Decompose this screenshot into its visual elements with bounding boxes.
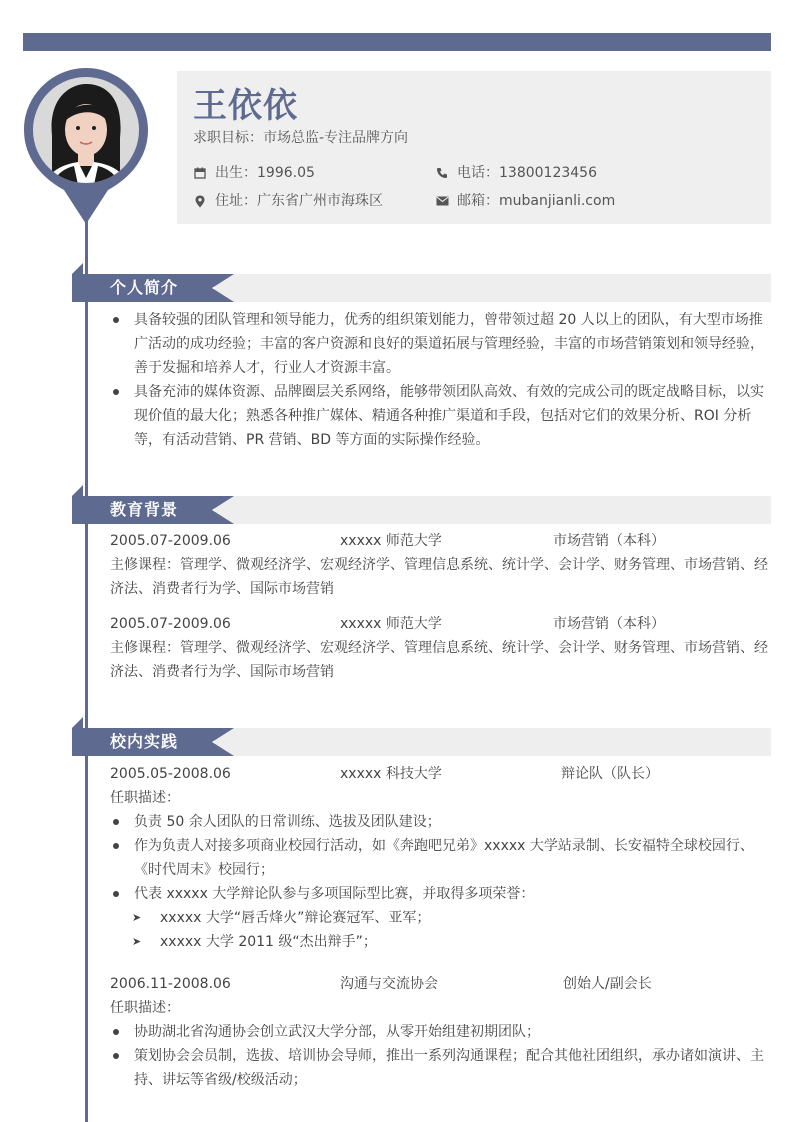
section-notch: [72, 717, 83, 728]
phone-icon: [435, 166, 449, 180]
edu-courses: 主修课程：管理学、微观经济学、宏观经济学、管理信息系统、统计学、会计学、财务管理、市场营销、经济法、消费者行为学、国际市场营销: [110, 557, 768, 597]
practice-role: 辩论队（队长）: [561, 766, 659, 782]
edu-major: 市场营销（本科）: [553, 533, 665, 549]
section-bar-education: [215, 496, 771, 524]
edu-major: 市场营销（本科）: [553, 616, 665, 632]
location-icon: [193, 194, 207, 208]
section-bar-practice: [215, 728, 771, 756]
profile-item: 具备充沛的媒体资源、品牌圈层关系网络，能够带领团队高效、有效的完成公司的既定战略目标，以实现价值的最大化；熟悉各种推广媒体、精通各种推广渠道和手段，包括对它们的效果分析、ROI 分析等，有活动营销、PR 营销、BD 等方面的实际操作经验。: [110, 380, 770, 452]
candidate-name: 王依依: [193, 86, 298, 126]
email-text: 邮箱：mubanjianli.com: [457, 193, 616, 209]
phone-text: 电话：13800123456: [457, 165, 597, 181]
practice-org: 沟通与交流协会: [340, 976, 438, 992]
avatar: [22, 66, 150, 226]
edu-school: xxxxx 师范大学: [340, 533, 442, 549]
section-title-practice: [72, 728, 234, 756]
mail-icon: [435, 194, 449, 208]
section-notch: [72, 263, 83, 274]
practice-org: xxxxx 科技大学: [340, 766, 442, 782]
edu-period: 2005.07-2009.06: [110, 616, 231, 632]
phone-info: [435, 164, 597, 182]
job-objective: 求职目标：市场总监-专注品牌方向: [193, 130, 409, 146]
practice-desc-label: 任职描述：: [110, 1000, 180, 1016]
practice-subitem: ➤ xxxxx 大学 2011 级“杰出辩手”；: [132, 930, 377, 954]
practice-item: 策划协会会员制，选拔、培训协会导师，推出一系列沟通课程；配合其他社团组织，承办诸如演讲、主持、讲坛等省级/校级活动；: [110, 1044, 770, 1092]
practice-role: 创始人/副会长: [563, 976, 652, 992]
practice-item: 代表 xxxxx 大学辩论队参与多项国际型比赛，并取得多项荣誉：: [110, 882, 770, 906]
section-title-text: 教育背景: [110, 500, 179, 519]
profile-item: 具备较强的团队管理和领导能力，优秀的组织策划能力，曾带领过超 20 人以上的团队，有大型市场推广活动的成功经验；丰富的客户资源和良好的渠道拓展与管理经验，丰富的市场营销策划和领导经验，善于发掘和培养人才，行业人才资源丰富。: [110, 308, 770, 380]
practice-desc-label: 任职描述：: [110, 790, 180, 806]
edu-courses: 主修课程：管理学、微观经济学、宏观经济学、管理信息系统、统计学、会计学、财务管理、市场营销、经济法、消费者行为学、国际市场营销: [110, 640, 768, 680]
section-title-text: 个人简介: [110, 278, 179, 297]
timeline-line: [85, 210, 88, 1122]
address-text: 住址：广东省广州市海珠区: [215, 193, 383, 209]
top-accent-bar: [23, 33, 771, 51]
section-title-profile: [72, 274, 234, 302]
section-bar-profile: [215, 274, 771, 302]
practice-period: 2006.11-2008.06: [110, 976, 231, 992]
email-info: [435, 192, 615, 210]
address-info: [193, 192, 383, 210]
section-notch: [72, 485, 83, 496]
practice-item: 协助湖北省沟通协会创立武汉大学分部，从零开始组建初期团队；: [110, 1020, 770, 1044]
calendar-icon: [193, 166, 207, 180]
birth-info: [193, 164, 315, 182]
practice-item: 作为负责人对接多项商业校园行活动，如《奔跑吧兄弟》xxxxx 大学站录制、长安福特全球校园行、《时代周末》校园行；: [110, 834, 770, 882]
practice-period: 2005.05-2008.06: [110, 766, 231, 782]
section-title-education: [72, 496, 234, 524]
practice-subitem: ➤ xxxxx 大学“唇舌烽火”辩论赛冠军、亚军；: [132, 906, 430, 930]
practice-item: 负责 50 余人团队的日常训练、选拔及团队建设；: [110, 810, 770, 834]
birth-text: 出生：1996.05: [215, 165, 315, 181]
section-title-text: 校内实践: [110, 732, 179, 751]
edu-period: 2005.07-2009.06: [110, 533, 231, 549]
edu-school: xxxxx 师范大学: [340, 616, 442, 632]
